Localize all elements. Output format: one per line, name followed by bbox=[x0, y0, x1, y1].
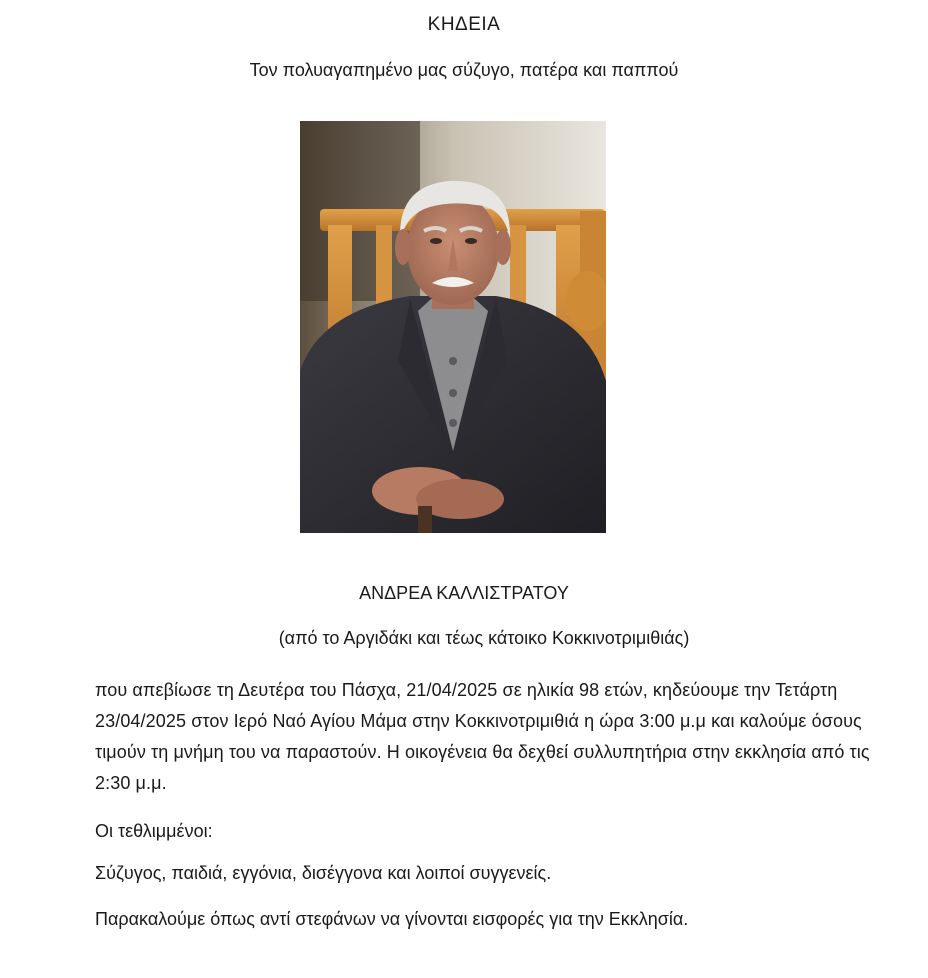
donations-request: Παρακαλούμε όπως αντί στεφάνων να γίνονται εισφορές για την Εκκλησία. bbox=[95, 909, 689, 929]
mourners-list: Σύζυγος, παιδιά, εγγόνια, δισέγγονα και λοιποί συγγενείς. bbox=[95, 863, 552, 883]
deceased-origin: (από το Αργιδάκι και τέως κάτοικο Κοκκινοτριμιθιάς) bbox=[278, 628, 690, 648]
portrait-photo bbox=[300, 121, 606, 533]
funeral-announcement: που απεβίωσε τη Δευτέρα του Πάσχα, 21/04/2025 σε ηλικία 98 ετών, κηδεύουμε την Τετάρτη 23/04/2025 στον Ιερό Ναό Αγίου Μάμα στην Κοκκινοτριμιθιά η ώρα 3:00 μ.μ και καλούμε όσους τιμούν τη μνήμη του να παραστούν. Η οικογένεια θα δεχθεί συλλυπητήρια στην εκκλησία από τις 2:30 μ.μ. bbox=[95, 680, 870, 793]
mourners-label: Οι τεθλιμμένοι: bbox=[95, 821, 213, 841]
deceased-name: ΑΝΔΡΕΑ ΚΑΛΛΙΣΤΡΑΤΟΥ bbox=[359, 583, 569, 603]
notice-title: ΚΗΔΕΙΑ bbox=[427, 14, 501, 35]
notice-subtitle: Τον πολυαγαπημένο μας σύζυγο, πατέρα και παππού bbox=[249, 60, 679, 80]
